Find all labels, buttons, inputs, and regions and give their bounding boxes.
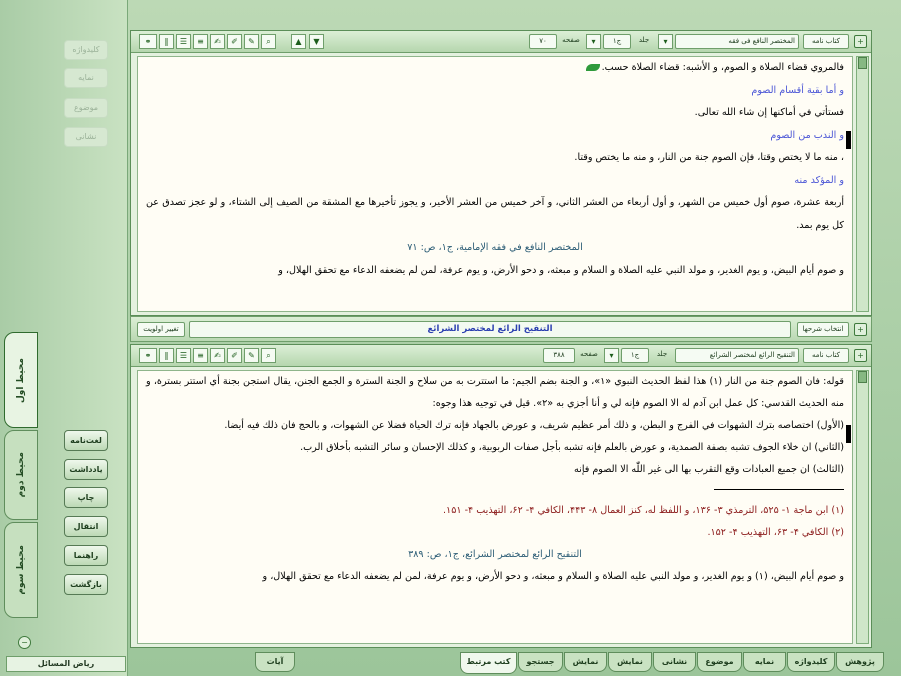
arrow-up-icon[interactable]: ▲ [291, 34, 306, 49]
tab-address[interactable]: نشانی [653, 652, 696, 672]
bottom-text-area[interactable] [137, 370, 853, 644]
arrow-down-icon[interactable]: ▼ [309, 34, 324, 49]
highlight-icon[interactable]: ✍ [210, 348, 225, 363]
notes-button[interactable]: یادداشت [64, 459, 108, 480]
text-line: و صوم أيام البيض، (۱) و يوم الغدير، و مولد النبي عليه الصلاة و السلام و مبعثه، و دحو الأرض، و يوم عرفة، لمن لم يضعفه الدعاء مع تحقق الهلال، و [262, 571, 844, 582]
change-priority-button[interactable]: تغییر اولویت [137, 322, 185, 337]
book-list-button[interactable]: کتاب نامه [803, 348, 849, 363]
volume-field[interactable]: ج۱ [621, 348, 649, 363]
footnote-line: (۱) ابن ماجة ۱- ۵۲۵، الترمذي ۳- ۱۳۶، و اللفظ له، كنز العمال ۸- ۴۴۳، الكافي ۴- ۶۲، التهذيب ۴- ۱۵۱. [442, 505, 844, 516]
page-field[interactable]: ۳۸۸ [543, 348, 575, 363]
volume-label: جلد [656, 350, 668, 358]
text-cursor-marker [846, 425, 851, 443]
book-title-field[interactable]: المختصر النافع فی فقه [675, 34, 799, 49]
footnote-line: (۲) الكافي ۴- ۶۳، التهذيب ۴- ۱۵۲. [707, 527, 844, 538]
top-text-area[interactable] [137, 56, 853, 312]
bookmark-icon[interactable]: ✎ [244, 34, 259, 49]
page-field[interactable]: ۷۰ [529, 34, 557, 49]
volume-label: جلد [638, 36, 650, 44]
tab-environment-3[interactable] [4, 522, 38, 618]
volume-dropdown-icon[interactable]: ▾ [586, 34, 601, 49]
footnote-divider [714, 489, 844, 490]
book-title-field[interactable]: التنقيح الرائع لمختصر الشرائع [675, 348, 799, 363]
bottom-toolbar [131, 345, 871, 367]
expand-icon[interactable]: + [854, 349, 867, 362]
bookmark-icon[interactable]: ✎ [244, 348, 259, 363]
index-button[interactable]: نمایه [64, 68, 108, 88]
tab-research[interactable]: پژوهش [836, 652, 884, 672]
tab-index[interactable]: نمایه [743, 652, 786, 672]
scroll-thumb[interactable] [858, 371, 867, 383]
volume-field[interactable]: ج۱ [603, 34, 631, 49]
text-line: أربعة عشرة، صوم أول خميس من الشهر، و أول أربعاء من العشر الثاني، و آخر خميس من العشر الأخير، و يجوز تأخيرها مع المشقة من الصيف إلى الشتاء، و لو عجز تصدق عن كل يوم بمد. [146, 197, 844, 231]
bottom-tab-bar [250, 652, 890, 672]
zoom-icon[interactable]: ⌕ [261, 348, 276, 363]
indent-icon[interactable]: ≡ [193, 34, 208, 49]
tab-label: محیط سوم [16, 545, 26, 595]
tab-label: محیط اول [16, 357, 26, 403]
align-icon[interactable]: ☰ [176, 34, 191, 49]
page-label: صفحه [562, 36, 580, 44]
section-heading: و المؤكد منه [794, 174, 844, 186]
scroll-thumb[interactable] [858, 57, 867, 69]
tab-label: محیط دوم [16, 452, 26, 498]
expand-icon[interactable]: + [854, 323, 867, 336]
page-reference: التنقيح الرائع لمختصر الشرائع، ج‏۱، ص: ۳۸۹ [408, 549, 582, 560]
back-button[interactable]: بازگشت [64, 574, 108, 595]
align-icon[interactable]: ☰ [176, 348, 191, 363]
tab-related-books[interactable]: کتب مرتبط [460, 652, 517, 674]
topic-button[interactable]: موضوع [64, 98, 108, 118]
section-heading: و أما بقية أقسام الصوم [751, 84, 844, 96]
commentary-bar [130, 316, 872, 342]
edit-icon[interactable]: ✐ [227, 348, 242, 363]
tab-environment-1[interactable] [4, 332, 38, 428]
text-line: قوله: فان الصوم جنة من النار (۱) هذا لفظ الحديث النبوي «۱»، و الجنة بضم الجيم: ما استترت به من سلاح و الجنة السترة و الجمع الجنن، يقال استجن بجنة أي استتر بسترة، و منه الحديث القدسي: كل عمل ابن آدم له الا الصوم فإنه لي و أنا أجزي به «۲». قيل في توجيه هذا وجوه: [146, 376, 844, 409]
bottom-scrollbar[interactable] [856, 370, 869, 644]
top-scrollbar[interactable] [856, 56, 869, 312]
minus-icon[interactable]: − [18, 636, 31, 649]
text-line: (الثاني) ان خلاء الجوف تشبه بصفة الصمدية، و عورض بالعلم فإنه تشبه بأجل صفات الربوبية، و كذلك الإحسان و سائر التشبه بأخلاق الرب. [300, 442, 844, 453]
column-icon[interactable]: ‖ [159, 34, 174, 49]
edit-icon[interactable]: ✐ [227, 34, 242, 49]
column-icon[interactable]: ‖ [159, 348, 174, 363]
text-line: ، منه ما لا يختص وقتا، فإن الصوم جنة من النار، و منه ما يختص وقتا. [574, 152, 844, 163]
text-line: (الثالث) ان جميع العبادات وقع التقرب بها الى غير اللّٰه الا الصوم فإنه [574, 464, 844, 475]
transfer-button[interactable]: انتقال [64, 516, 108, 537]
tab-keyword[interactable]: کلیدواژه [787, 652, 835, 672]
section-heading: و الندب من الصوم [770, 129, 844, 141]
text-cursor-marker [846, 131, 851, 149]
tab-display-2[interactable]: نمایش [564, 652, 607, 672]
book-list-button[interactable]: کتاب نامه [803, 34, 849, 49]
page-reference: المختصر النافع في فقه الإمامية، ج‏۱، ص: ۷۱ [407, 242, 583, 253]
top-pane [130, 30, 872, 316]
text-line: و صوم أيام البيض، و يوم الغدير، و مولد النبي عليه الصلاة و السلام و مبعثه، و دحو الأرض، و يوم عرفة، لمن لم يضعفه الدعاء مع تحقق الهلال، و [278, 264, 844, 276]
expand-icon[interactable]: + [854, 35, 867, 48]
commentary-title: التنقيح الرائع لمختصر الشرائع [189, 321, 791, 338]
select-commentary-button[interactable]: انتخاب شرحها [797, 322, 849, 337]
top-toolbar [131, 31, 871, 53]
tab-search[interactable]: جستجو [518, 652, 563, 672]
leaf-icon [586, 64, 600, 71]
highlight-icon[interactable]: ✍ [210, 34, 225, 49]
print-button[interactable]: چاپ [64, 487, 108, 508]
address-button[interactable]: نشانی [64, 127, 108, 147]
keyword-button[interactable]: کلیدواژه [64, 40, 108, 60]
dictionary-button[interactable]: لغت‌نامه [64, 430, 108, 451]
tab-verses[interactable]: آیات [255, 652, 295, 672]
text-line: (الأول) اختصاصه بترك الشهوات في الفرج و البطن، و ذلك أمر عظيم شريف، و عورض بالجهاد فإنه ترك الحياة فضلا عن الشهوات، و بالحج فان ذلك فيه أيضا. [224, 420, 844, 431]
indent-icon[interactable]: ≡ [193, 348, 208, 363]
status-bar: ریاض المسائل [6, 656, 126, 672]
binoculars-icon[interactable]: ⚭ [139, 348, 157, 363]
text-line: فستأتي في أماكنها إن شاء الله تعالى. [694, 107, 844, 118]
text-line: فالمروي قضاء الصلاة و الصوم، و الأشبه: قضاء الصلاة حسب. [146, 57, 844, 80]
tab-topic[interactable]: موضوع [697, 652, 742, 672]
book-dropdown-icon[interactable]: ▾ [658, 34, 673, 49]
zoom-icon[interactable]: ⌕ [261, 34, 276, 49]
tab-display-1[interactable]: نمایش [608, 652, 652, 672]
page-label: صفحه [580, 350, 598, 358]
help-button[interactable]: راهنما [64, 545, 108, 566]
binoculars-icon[interactable]: ⚭ [139, 34, 157, 49]
left-rail [0, 0, 128, 676]
volume-dropdown-icon[interactable]: ▾ [604, 348, 619, 363]
bottom-pane [130, 344, 872, 648]
tab-environment-2[interactable] [4, 430, 38, 520]
